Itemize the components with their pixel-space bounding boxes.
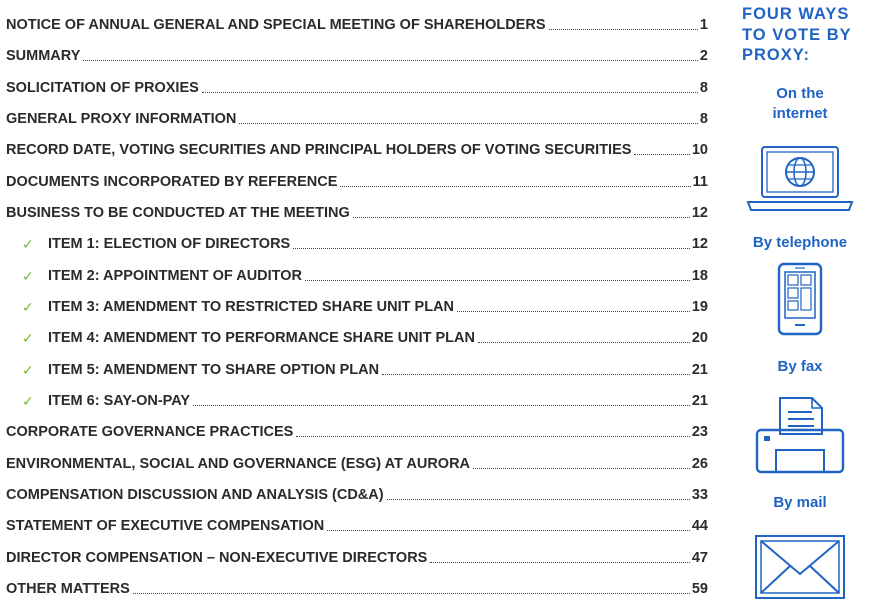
toc-item-label: NOTICE OF ANNUAL GENERAL AND SPECIAL MEETING OF SHAREHOLDERS	[6, 17, 546, 33]
toc-item-label: ITEM 4: AMENDMENT TO PERFORMANCE SHARE UNIT PLAN	[48, 330, 475, 346]
toc-item[interactable]	[6, 171, 708, 191]
toc-item-page: 59	[691, 581, 708, 597]
dot-leader	[305, 278, 690, 281]
dot-leader	[293, 246, 690, 249]
toc-item-label: COMPENSATION DISCUSSION AND ANALYSIS (CD&A)	[6, 487, 384, 503]
toc-item[interactable]	[6, 453, 708, 473]
toc-item-page: 12	[691, 236, 708, 252]
toc-item-label: ITEM 1: ELECTION OF DIRECTORS	[48, 236, 291, 252]
dot-leader	[327, 528, 690, 531]
toc-item[interactable]	[6, 421, 708, 441]
toc-subitem[interactable]	[22, 296, 708, 316]
toc-item-page: 10	[691, 142, 708, 158]
toc-item-label: ITEM 6: SAY-ON-PAY	[48, 393, 191, 409]
toc-item-page: 2	[699, 48, 708, 64]
toc-item-label: ITEM 5: AMENDMENT TO SHARE OPTION PLAN	[48, 362, 380, 378]
toc-item-page: 23	[691, 424, 708, 440]
toc-item-label: OTHER MATTERS	[6, 581, 130, 597]
toc-subitem[interactable]	[22, 390, 708, 410]
toc-item-page: 11	[692, 174, 708, 190]
toc-item-page: 26	[691, 456, 708, 472]
toc-subitem[interactable]	[22, 359, 708, 379]
toc-item-label: ITEM 2: APPOINTMENT OF AUDITOR	[48, 268, 303, 284]
dot-leader	[340, 184, 690, 187]
toc-item[interactable]	[6, 77, 708, 97]
method-mail-label: By mail	[773, 494, 827, 511]
dot-leader	[478, 340, 690, 343]
toc-item-label: GENERAL PROXY INFORMATION	[6, 111, 237, 127]
fax-machine-icon	[754, 394, 846, 476]
dot-leader	[473, 466, 690, 469]
dot-leader	[133, 591, 690, 594]
toc-item-label: ENVIRONMENTAL, SOCIAL AND GOVERNANCE (ESG) AT AURORA	[6, 456, 471, 472]
toc-item-page: 8	[699, 111, 708, 127]
toc-item-page: 21	[691, 393, 708, 409]
toc-item-label: RECORD DATE, VOTING SECURITIES AND PRINCIPAL HOLDERS OF VOTING SECURITIES	[6, 142, 632, 158]
toc-item[interactable]	[6, 108, 708, 128]
toc-item-label: DIRECTOR COMPENSATION – NON-EXECUTIVE DIRECTORS	[6, 550, 428, 566]
method-fax-label: By fax	[777, 358, 823, 375]
dot-leader	[239, 121, 698, 124]
mobile-phone-icon	[777, 262, 823, 336]
checkmark-icon: ✓	[22, 393, 34, 409]
toc-item-page: 21	[691, 362, 708, 378]
toc-item[interactable]	[6, 578, 708, 598]
toc-item-page: 18	[691, 268, 708, 284]
checkmark-icon: ✓	[22, 236, 34, 252]
toc-item[interactable]	[6, 515, 708, 535]
toc-item-page: 8	[699, 80, 708, 96]
toc-item-label: CORPORATE GOVERNANCE PRACTICES	[6, 424, 294, 440]
toc-item-page: 20	[691, 330, 708, 346]
toc-subitem[interactable]	[22, 327, 708, 347]
dot-leader	[83, 58, 698, 61]
dot-leader	[634, 152, 689, 155]
checkmark-icon: ✓	[22, 330, 34, 346]
toc-subitem[interactable]	[22, 265, 708, 285]
dot-leader	[382, 372, 690, 375]
checkmark-icon: ✓	[22, 362, 34, 378]
toc-item-page: 33	[691, 487, 708, 503]
toc-item-label: BUSINESS TO BE CONDUCTED AT THE MEETING	[6, 205, 350, 221]
dot-leader	[387, 497, 690, 500]
checkmark-icon: ✓	[22, 299, 34, 315]
toc-item-label: SOLICITATION OF PROXIES	[6, 80, 199, 96]
sidebar-title: FOUR WAYS TO VOTE BY PROXY:	[742, 5, 852, 64]
dot-leader	[296, 434, 690, 437]
laptop-globe-icon	[746, 144, 854, 214]
toc-subitem[interactable]	[22, 233, 708, 253]
dot-leader	[457, 309, 690, 312]
toc-item-label: DOCUMENTS INCORPORATED BY REFERENCE	[6, 174, 338, 190]
dot-leader	[549, 27, 698, 30]
checkmark-icon: ✓	[22, 268, 34, 284]
toc-item-label: SUMMARY	[6, 48, 81, 64]
envelope-icon	[754, 534, 846, 600]
toc-item-label: STATEMENT OF EXECUTIVE COMPENSATION	[6, 518, 325, 534]
toc-item-page: 47	[691, 550, 708, 566]
toc-item[interactable]	[6, 202, 708, 222]
toc-item[interactable]	[6, 547, 708, 567]
method-telephone-label: By telephone	[752, 234, 848, 251]
toc-item-page: 44	[691, 518, 708, 534]
toc-item[interactable]	[6, 45, 708, 65]
toc-item[interactable]	[6, 484, 708, 504]
toc-item[interactable]	[6, 14, 708, 34]
toc-item-page: 12	[691, 205, 708, 221]
toc-item[interactable]	[6, 139, 708, 159]
method-internet-label: On the internet	[772, 85, 828, 122]
dot-leader	[430, 560, 690, 563]
dot-leader	[202, 90, 698, 93]
toc-item-page: 1	[699, 17, 708, 33]
toc-item-label: ITEM 3: AMENDMENT TO RESTRICTED SHARE UNIT PLAN	[48, 299, 455, 315]
dot-leader	[353, 215, 690, 218]
toc-item-page: 19	[691, 299, 708, 315]
dot-leader	[193, 403, 690, 406]
